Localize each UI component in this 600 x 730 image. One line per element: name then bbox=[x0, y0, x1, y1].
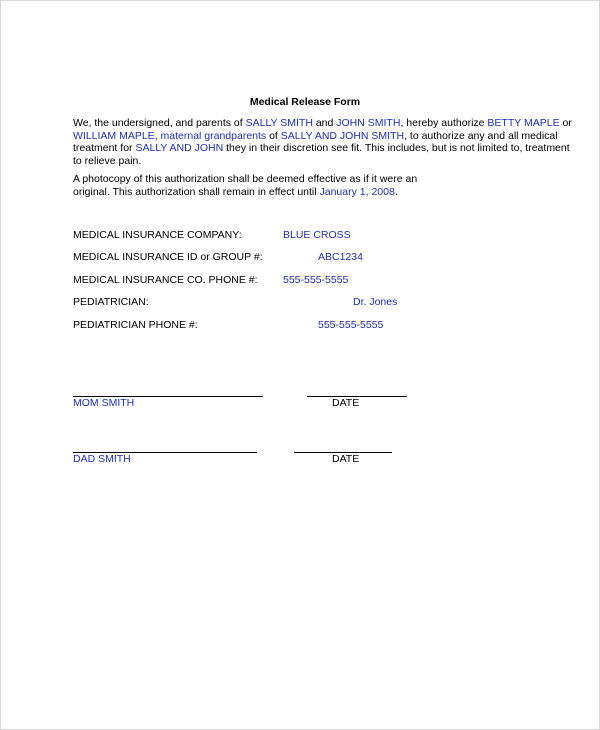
filled-text-run: SALLY AND JOHN SMITH bbox=[280, 129, 405, 142]
text-run: original. This authorization shall remain in effect until bbox=[73, 185, 320, 198]
pediatrician-value: Dr. Jones bbox=[353, 296, 398, 308]
paragraph-line bbox=[73, 117, 572, 130]
paragraph-line bbox=[73, 129, 558, 143]
filled-text-run: January 1, 2008 bbox=[319, 185, 395, 198]
text-run: , hereby authorize bbox=[400, 117, 488, 129]
text-run: treatment for bbox=[73, 142, 136, 154]
photocopy-paragraph bbox=[73, 173, 553, 198]
text-run: to relieve pain. bbox=[73, 154, 142, 167]
text-run: A photocopy of this authorization shall be deemed effective as if it were an bbox=[73, 173, 418, 185]
insurance-company-label: MEDICAL INSURANCE COMPANY: bbox=[73, 229, 242, 241]
paragraph-line bbox=[73, 186, 553, 199]
text-run: . bbox=[394, 185, 398, 198]
text-run: and bbox=[312, 117, 337, 129]
text-run: We, the undersigned, and parents of bbox=[73, 117, 246, 129]
paragraph-line bbox=[73, 142, 570, 155]
pediatrician-phone-label: PEDIATRICIAN PHONE #: bbox=[73, 319, 198, 331]
insurance-company-value: BLUE CROSS bbox=[283, 229, 351, 241]
filled-text-run: BETTY MAPLE bbox=[487, 117, 560, 129]
mom-signature-name: MOM SMITH bbox=[73, 397, 135, 409]
insurance-phone-value: 555-555-5555 bbox=[283, 274, 349, 286]
insurance-id-value: ABC1234 bbox=[318, 251, 363, 263]
text-run: of bbox=[266, 129, 281, 142]
text-run: or bbox=[559, 117, 572, 129]
authorization-paragraph bbox=[73, 117, 572, 167]
insurance-id-label: MEDICAL INSURANCE ID or GROUP #: bbox=[73, 251, 263, 263]
filled-text-run: JOHN SMITH bbox=[336, 117, 401, 129]
insurance-phone-label: MEDICAL INSURANCE CO. PHONE #: bbox=[73, 274, 258, 286]
form-title: Medical Release Form bbox=[249, 96, 361, 108]
filled-text-run: SALLY SMITH bbox=[245, 117, 313, 129]
pediatrician-phone-value: 555-555-5555 bbox=[318, 319, 384, 331]
filled-text-run: SALLY AND JOHN bbox=[135, 142, 224, 154]
dad-signature-name: DAD SMITH bbox=[73, 453, 131, 465]
paragraph-line bbox=[73, 173, 553, 186]
paragraph-line bbox=[73, 155, 553, 168]
pediatrician-label: PEDIATRICIAN: bbox=[73, 296, 149, 308]
mom-date-label: DATE bbox=[332, 397, 360, 409]
dad-date-label: DATE bbox=[332, 453, 360, 465]
text-run: , to authorize any and all medical bbox=[404, 129, 558, 142]
filled-text-run: WILLIAM MAPLE, maternal grandparents bbox=[73, 129, 267, 142]
text-run: they in their discretion see fit. This includes, but is not limited to, treatment bbox=[223, 142, 570, 154]
